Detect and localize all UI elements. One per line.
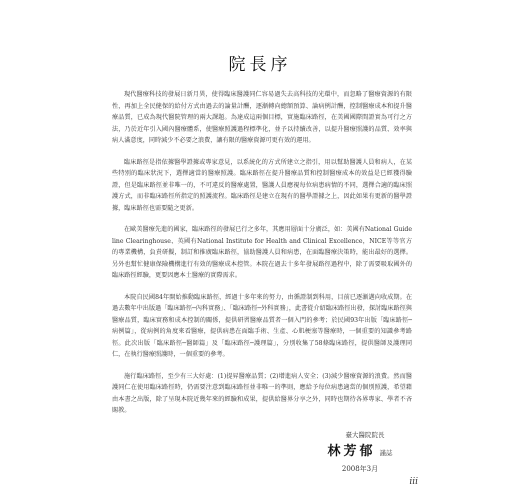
preface-body — [112, 89, 412, 427]
paragraph: 本院自民國84年開始推動臨床路徑，經過十多年來的努力，由循證制到科用，目前已逐漸邁向收成期。在過去數年中出版過「臨床路徑─內科實務」、「臨床路徑─外科實務」，此書從介紹臨床路徑出發，探討臨床路徑與醫療品質，臨床實務和成本控制的關係，提供研習醫療品質者一個入門的參考；於民國93年出版「臨床路徑─病例篇」，從病例的角度來看醫療，提供病患在面臨手術、生產、心肌梗塞等醫療時，一個重要的知識參考路徑。此次出版「臨床路徑─醫師篇」及「臨床路徑─護理篇」，分別收集了58條臨床路徑，提供醫師及護理同仁，在執行醫療照護時，一個重要的參考。 — [112, 293, 412, 358]
paragraph: 臨床路徑是指依據醫學證據或專家意見，以系統化的方式所建立之指引，用以幫助醫護人員和病人，在某些特別的臨床狀況下，選擇適當的醫療照護。臨床路徑在提升醫療品質和控制醫療成本的效益是已經獲得驗證，但是臨床路徑並非唯一的，不可違反的醫療處置，醫護人員應視每位病患病情的不同，選擇合適的臨床照護方式，而非臨床路徑所指定的照護流程。臨床路徑是建立在現有的醫學證據之上，因此如果有更新的醫學證據，臨床路徑也需要隨之更新。 — [112, 158, 412, 212]
page-number: iii — [409, 477, 418, 487]
paragraph: 現代醫療科技的發展日新月異，使得臨床醫護同仁容易過失去高科技的光環中，而忽略了醫療資源的有限性，再加上全民健保的給付方式由過去的論量計酬，逐漸轉向總額預算、論病例計酬，控制醫療成本和提升醫療品質，已成為現代醫院管理的兩大課題。為達成這兩個目標，實施臨床路徑，在美國國際間證實為可行之方法，乃於近年引入國內醫療體系，使醫療照護過程標準化，並予以持續改善，以提升醫療照護的品質、效率與病人滿意度，同時減少不必要之浪費，讓有限的醫療資源可更有效的運用。 — [112, 91, 412, 144]
paragraph: 施行臨床路徑，至少有三大好處：(1)提昇醫療品質；(2)增進病人安全；(3)減少醫療資源的浪費。然而醫護同仁在使用臨床路徑時，仍需要注意到臨床路徑並非唯一的準則，應給予每位病患適當的個別照護，希望藉由本書之出版，除了呈現本院近幾年來的經驗和成果，提供給醫界分享之外，同時也期待各界專家、學者不吝賜教。 — [112, 372, 412, 414]
signer-name: 林芳郁 — [327, 444, 376, 459]
preface-title: 院長序 — [228, 55, 292, 75]
signature-block — [300, 430, 420, 474]
signer-suffix: 謹誌 — [379, 449, 393, 457]
signer-affiliation: 臺大醫院院長 — [345, 431, 385, 439]
signer-name-row — [300, 442, 420, 461]
signature-date: 2008年3月 — [341, 465, 379, 473]
paragraph: 在歐美醫療先進的國家，臨床路徑的發展已行之多年，其應用層面十分廣泛，如：美國有National Guideline Clearinghouse、英國有National Institute for Health and Clinical Excellence，NICE等等官方的專業機構，負責研擬，制訂和推廣臨床路徑，協助醫護人員和病患，在面臨醫療決策時，能出最好的選擇。另外也幫忙健康保險機構進行有效的醫療成本控管。本院在過去十多年發展路徑過程中，除了需要吸取國外的臨床路徑經驗，更要因應本土醫療的實際需求。 — [112, 226, 412, 279]
